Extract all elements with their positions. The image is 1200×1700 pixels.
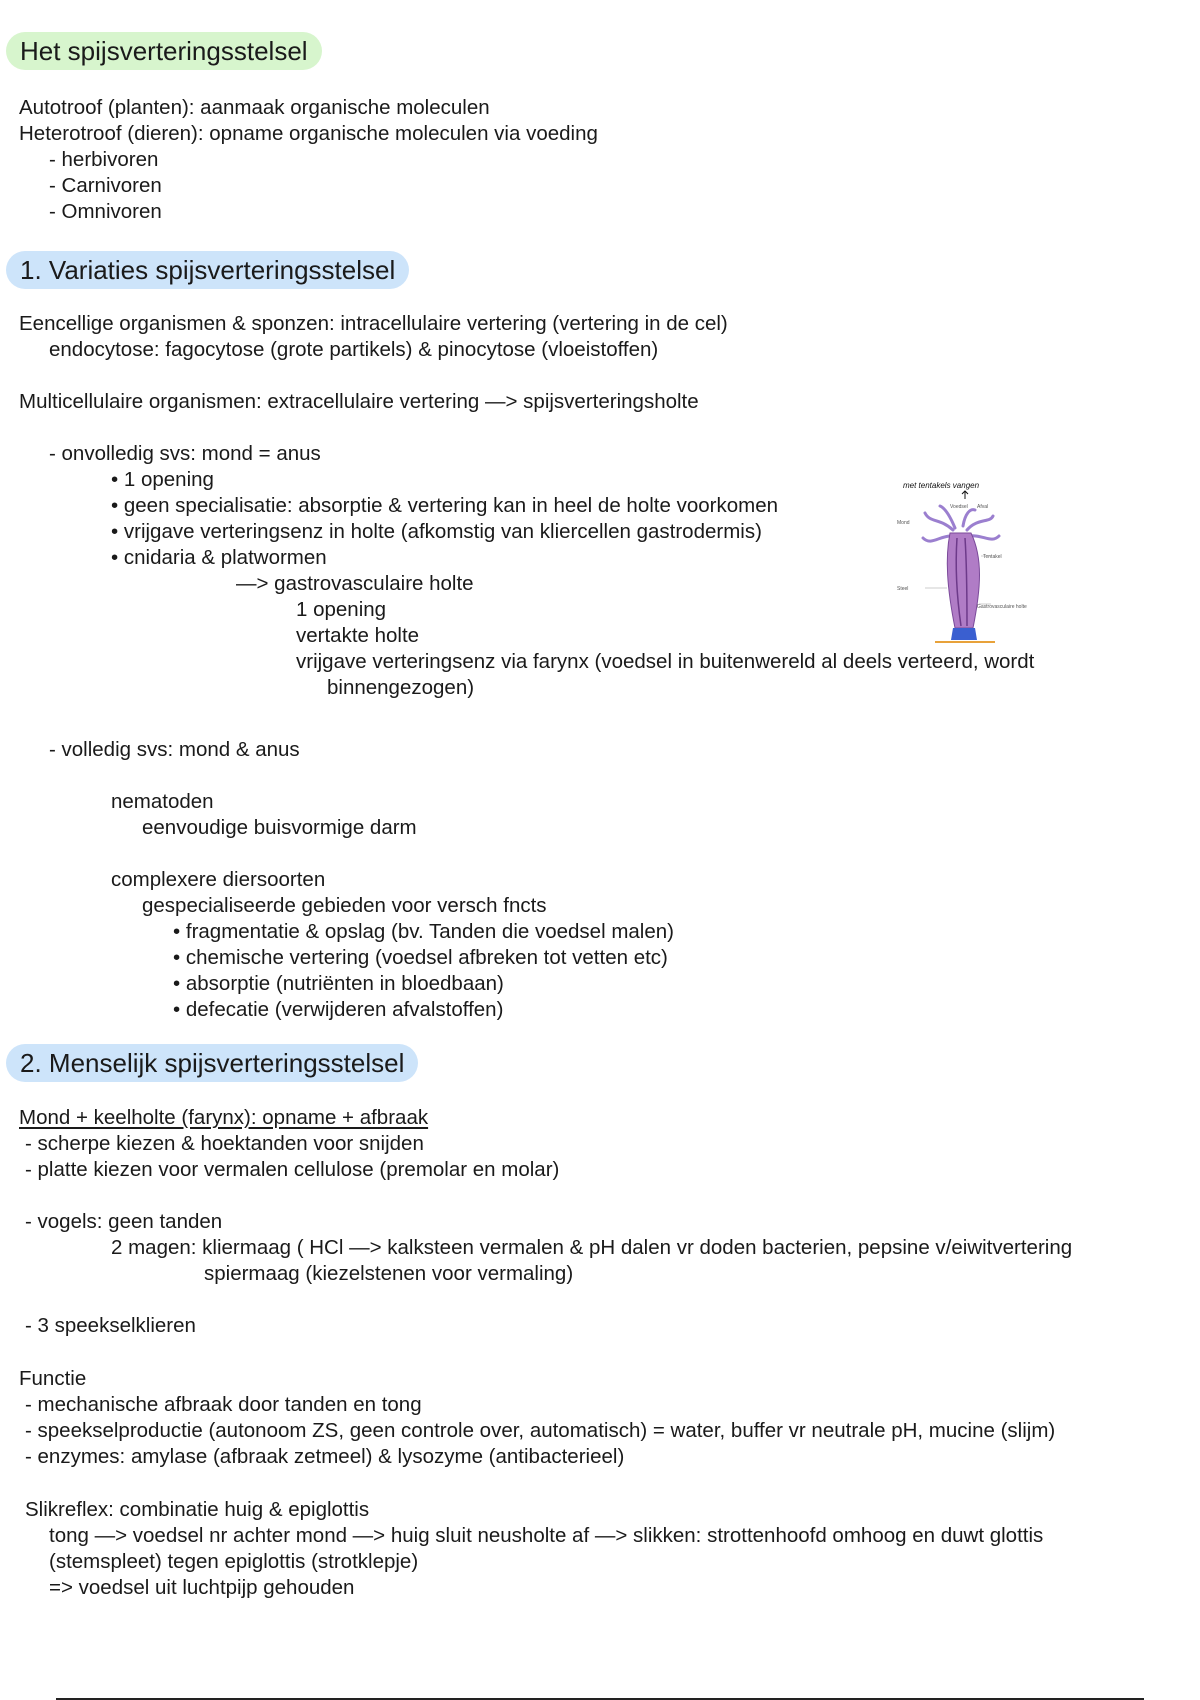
nematoden-line: nematoden: [111, 790, 214, 813]
hydra-illustration: [895, 478, 1045, 648]
list-item: - speekselproductie (autonoom ZS, geen controle over, automatisch) = water, buffer vr neutrale pH, mucine (slijm): [25, 1419, 1056, 1442]
complex-sub: gespecialiseerde gebieden voor versch fncts: [142, 894, 547, 917]
figure-label-tentakel: Tentakel: [983, 554, 1002, 560]
complex-line: complexere diersoorten: [111, 868, 326, 891]
list-item: binnengezogen): [327, 676, 475, 699]
gastrovasculair-line: —> gastrovasculaire holte: [236, 572, 474, 595]
list-item: • absorptie (nutriënten in bloedbaan): [173, 972, 504, 995]
list-item: vrijgave verteringsenz via farynx (voedsel in buitenwereld al deels verteerd, wordt: [296, 650, 1035, 673]
endocytose-line: endocytose: fagocytose (grote partikels) & pinocytose (vloeistoffen): [49, 338, 659, 361]
list-item: 1 opening: [296, 598, 387, 621]
list-item: - Omnivoren: [49, 200, 162, 223]
eencellig-line: Eencellige organismen & sponzen: intracellulaire vertering (vertering in de cel): [19, 312, 728, 335]
speeksel-line: - 3 speekselklieren: [25, 1314, 196, 1337]
onvolledig-title: - onvolledig svs: mond = anus: [49, 442, 321, 465]
figure-label-gastro: Gastrovasculaire holte: [977, 604, 1027, 610]
list-item: - mechanische afbraak door tanden en tong: [25, 1393, 422, 1416]
figure-label-voedsel: Voedsel: [950, 504, 968, 510]
slikreflex-line: => voedsel uit luchtpijp gehouden: [49, 1576, 355, 1599]
volledig-title: - volledig svs: mond & anus: [49, 738, 300, 761]
mond-title: Mond + keelholte (farynx): opname + afbraak: [19, 1106, 429, 1129]
list-item: - scherpe kiezen & hoektanden voor snijden: [25, 1132, 424, 1155]
spiermaag-line: spiermaag (kiezelstenen voor vermaling): [204, 1262, 574, 1285]
figure-handwriting: met tentakels vangen: [903, 481, 980, 490]
heterotroof-line: Heterotroof (dieren): opname organische moleculen via voeding: [19, 122, 598, 145]
list-item: • cnidaria & platwormen: [111, 546, 327, 569]
page-title: Het spijsverteringsstelsel: [6, 32, 322, 70]
vogels-line: - vogels: geen tanden: [25, 1210, 223, 1233]
multicellulair-line: Multicellulaire organismen: extracellulaire vertering —> spijsverteringsholte: [19, 390, 699, 413]
list-item: • chemische vertering (voedsel afbreken tot vetten etc): [173, 946, 668, 969]
list-item: - platte kiezen voor vermalen cellulose (premolar en molar): [25, 1158, 560, 1181]
list-item: - herbivoren: [49, 148, 159, 171]
list-item: • defecatie (verwijderen afvalstoffen): [173, 998, 504, 1021]
magen-line: 2 magen: kliermaag ( HCl —> kalksteen vermalen & pH dalen vr doden bacterien, pepsine v/eiwitvertering: [111, 1236, 1073, 1259]
section-heading-1: 1. Variaties spijsverteringsstelsel: [6, 251, 409, 289]
list-item: - Carnivoren: [49, 174, 162, 197]
functie-title: Functie: [19, 1367, 87, 1390]
slikreflex-line: tong —> voedsel nr achter mond —> huig sluit neusholte af —> slikken: strottenhoofd omhoog en duwt glottis: [49, 1524, 1044, 1547]
list-item: vertakte holte: [296, 624, 420, 647]
slikreflex-line: (stemspleet) tegen epiglottis (strotklepje): [49, 1550, 419, 1573]
nematoden-sub: eenvoudige buisvormige darm: [142, 816, 417, 839]
list-item: • 1 opening: [111, 468, 214, 491]
figure-label-afval: Afval: [977, 504, 989, 510]
list-item: • geen specialisatie: absorptie & vertering kan in heel de holte voorkomen: [111, 494, 778, 517]
slikreflex-title: Slikreflex: combinatie huig & epiglottis: [25, 1498, 370, 1521]
autotroof-line: Autotroof (planten): aanmaak organische moleculen: [19, 96, 490, 119]
figure-label-steel: Steel: [897, 586, 909, 592]
list-item: • vrijgave verteringsenz in holte (afkomstig van kliercellen gastrodermis): [111, 520, 762, 543]
list-item: • fragmentatie & opslag (bv. Tanden die voedsel malen): [173, 920, 674, 943]
list-item: - enzymes: amylase (afbraak zetmeel) & lysozyme (antibacterieel): [25, 1445, 625, 1468]
figure-label-mond: Mond: [897, 520, 910, 526]
section-heading-2: 2. Menselijk spijsverteringsstelsel: [6, 1044, 418, 1082]
